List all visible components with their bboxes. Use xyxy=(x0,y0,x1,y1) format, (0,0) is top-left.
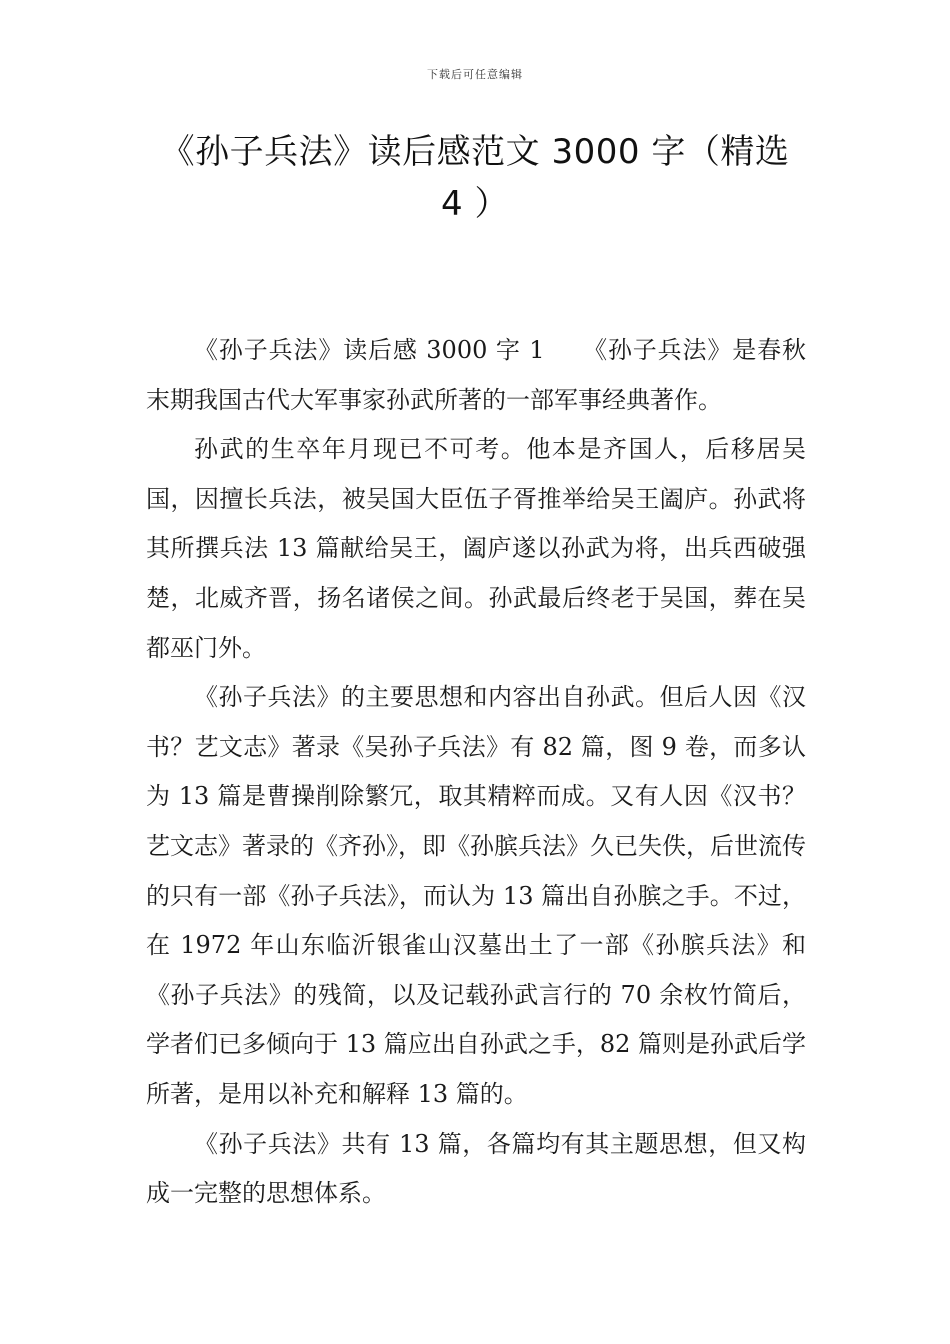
body-paragraph-4: 《孙子兵法》共有 13 篇，各篇均有其主题思想，但又构成一完整的思想体系。 xyxy=(146,1129,806,1208)
body-paragraph-3: 《孙子兵法》的主要思想和内容出自孙武。但后人因《汉书？艺文志》著录《吴孙子兵法》有 82 篇，图 9 卷，而多认为 13 篇是曹操削除繁冗，取其精粹而成。又有人因《汉书？艺文志》著录的《齐孙》，即《孙膑兵法》久已失佚，后世流传的只有一部《孙子兵法》，而认为 13 篇出自孙膑之手。不过，在 1972 年山东临沂银雀山汉墓出土了一部《孙膑兵法》和《孙子兵法》的残简，以及记载孙武言行的 70 余枚竹简后，学者们已多倾向于 13 篇应出自孙武之手，82 篇则是孙武后学所著，是用以补充和解释 13 篇的。 xyxy=(146,683,806,1108)
body-paragraph-2: 孙武的生卒年月现已不可考。他本是齐国人，后移居吴国，因擅长兵法，被吴国大臣伍子胥推举给吴王阖庐。孙武将其所撰兵法 13 篇献给吴王，阖庐遂以孙武为将，出兵西破强楚，北威齐晋，扬名诸侯之间。孙武最后终老于吴国，葬在吴都巫门外。 xyxy=(146,435,806,662)
header-note: 下载后可任意编辑 xyxy=(427,68,523,81)
document-title: 《孙子兵法》读后感范文 3000 字（精选 4 ） xyxy=(160,132,790,224)
body-paragraph-1: 《孙子兵法》读后感 3000 字 1 《孙子兵法》是春秋末期我国古代大军事家孙武所著的一部军事经典著作。 xyxy=(146,336,806,414)
document-body xyxy=(146,326,806,1219)
